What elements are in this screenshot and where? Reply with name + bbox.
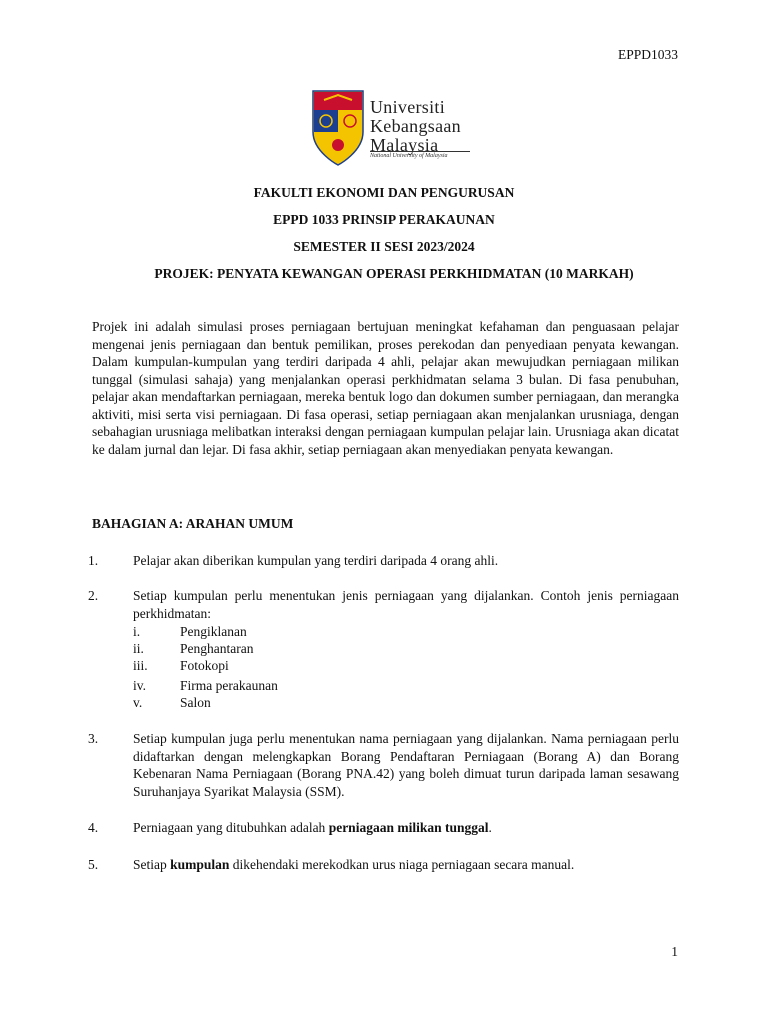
logo-divider [370, 151, 470, 152]
item-text-bold: kumpulan [170, 857, 230, 872]
section-a-heading: BAHAGIAN A: ARAHAN UMUM [92, 516, 294, 531]
intro-paragraph: Projek ini adalah simulasi proses perniagaan bertujuan meningkat kefahaman dan penguasaan pelajar mengenai jenis perniagaan dan bentuk pemilikan, proses perekodan dan penyediaan penyata kewangan. Dalam kumpulan-kumpulan yang terdiri daripada 4 ahli, pelajar akan mewujudkan perniagaan milikan tunggal (simulasi sahaja) yang menjalankan operasi perkhidmatan selama 3 bulan. Di fasa penubuhan, pelajar akan mendaftarkan perniagaan, mereka bentuk logo dan dokumen sumber perniagaan, dan merangka aktiviti, misi serta visi perniagaan. Di fasa operasi, setiap perniagaan akan menjalankan urusniaga, dengan sebahagian urusniaga melibatkan interaksi dengan perniagaan kumpulan pelajar lain. Urusniaga akan dicatat ke dalam jurnal dan lejar. Di fasa akhir, setiap perniagaan akan menyediakan penyata kewangan. [92, 319, 679, 457]
item-number: 2. [88, 588, 99, 603]
item-text: Setiap kumpulan juga perlu menentukan nama perniagaan yang dijalankan. Nama perniagaan perlu didaftarkan dengan melengkapkan Borang Pendaftaran Perniagaan (Borang A) dan Borang Kebenaran Nama Perniagaan (Borang PNA.42) yang boleh dimuat turun daripada laman sesawang Suruhanjaya Syarikat Malaysia (SSM). [133, 731, 679, 799]
item-text [133, 856, 679, 874]
roman-numeral: ii. [133, 641, 144, 656]
roman-numeral: v. [133, 695, 143, 710]
course-heading: EPPD 1033 PRINSIP PERAKAUNAN [273, 212, 495, 227]
item-number: 1. [88, 553, 99, 568]
item-number: 3. [88, 731, 99, 746]
course-code-header: EPPD1033 [617, 47, 678, 62]
item-text-post: . [488, 820, 492, 835]
business-type-label: Firma perakaunan [180, 678, 278, 693]
roman-numeral: iii. [133, 658, 148, 673]
faculty-heading: FAKULTI EKONOMI DAN PENGURUSAN [253, 185, 515, 200]
item-text-bold: perniagaan milikan tunggal [328, 820, 489, 835]
logo-tagline: National University of Malaysia [370, 153, 448, 159]
business-type-label: Pengiklanan [180, 624, 247, 639]
semester-heading: SEMESTER II SESI 2023/2024 [293, 239, 475, 254]
item-number: 4. [88, 820, 99, 835]
item-text [133, 819, 679, 837]
roman-numeral: i. [133, 624, 141, 639]
item-text-pre: Perniagaan yang ditubuhkan adalah [133, 820, 329, 835]
item-number: 5. [88, 857, 99, 872]
university-logo [312, 90, 472, 166]
roman-numeral: iv. [133, 678, 146, 693]
project-heading: PROJEK: PENYATA KEWANGAN OPERASI PERKHIDMATAN (10 MARKAH) [154, 266, 634, 281]
item-text: Pelajar akan diberikan kumpulan yang terdiri daripada 4 orang ahli. [133, 553, 499, 568]
page-number: 1 [671, 944, 678, 959]
logo-line-universiti: Universiti [370, 97, 445, 117]
item-text-post: dikehendaki merekodkan urus niaga perniagaan secara manual. [229, 857, 575, 872]
business-type-label: Fotokopi [180, 658, 229, 673]
business-type-label: Salon [180, 695, 211, 710]
item-text: Setiap kumpulan perlu menentukan jenis perniagaan yang dijalankan. Contoh jenis perniagaan perkhidmatan: [133, 588, 679, 621]
logo-line-malaysia: Malaysia [370, 135, 439, 155]
logo-line-kebangsaan: Kebangsaan [370, 116, 461, 136]
ukm-crest-icon [312, 90, 364, 166]
item-text-pre: Setiap [133, 857, 171, 872]
business-type-label: Penghantaran [180, 641, 254, 656]
